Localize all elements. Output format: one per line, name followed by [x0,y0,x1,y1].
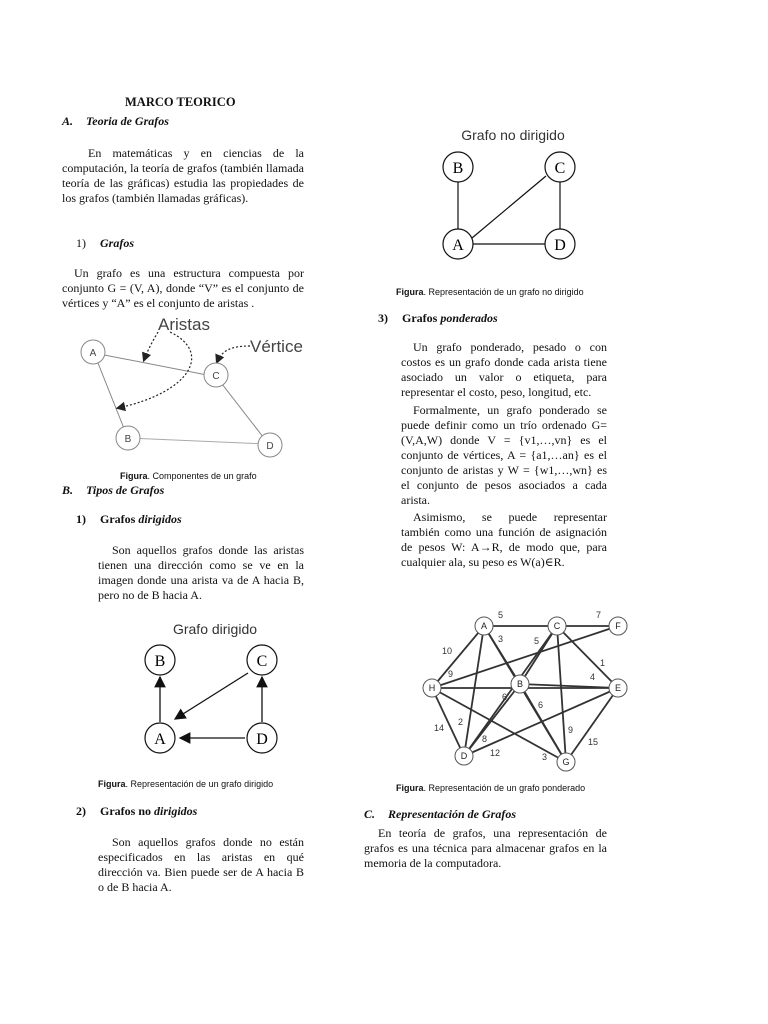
edge-a-c [94,353,207,375]
sub-dirigidos-title: Grafos [100,512,139,526]
node-c-label: C [256,653,268,670]
node-b-label: B [452,160,464,177]
node-d-label: D [266,441,274,452]
ponderados-paragraph-3: Asimismo, se puede representar también como una función de asignación de pesos W: A→R, de modo que, para cualquier ala, su peso es W(a)∈R. [401,510,607,569]
sub-no-dirigidos-heading [76,804,197,819]
aristas-label: Aristas [158,315,210,334]
node-a-label: A [154,731,166,748]
section-b-heading [62,483,164,498]
representacion-paragraph: En teoría de grafos, una representación de grafos es una técnica para almacenar grafos en la memoria de la computadora. [364,826,607,870]
edge-c-a [472,176,546,238]
intro-paragraph: En matemáticas y en ciencias de la computación, la teoría de grafos (también llamada teoría de las gráficas) estudia las propiedades de los grafos (también llamadas gráficas). [62,146,304,205]
weight-label: 6 [502,692,508,702]
weight-label: 3 [542,752,548,762]
node-a-label: A [480,621,488,631]
weight-label: 12 [490,748,501,758]
node-b-label: B [154,653,166,670]
figure-weighted-graph [412,602,642,777]
weight-label: 3 [498,634,504,644]
edge-a-b [94,353,127,436]
caption-figura: Figura [98,779,126,789]
node-a-label: A [89,348,97,359]
undirected-graph-title: Grafo no dirigido [461,127,565,143]
figure-1-caption [120,471,257,481]
node-c-label: C [553,621,561,631]
node-e-label: E [614,683,622,693]
caption-text: . Representación de un grafo dirigido [125,779,274,789]
weight-label: 8 [482,734,488,744]
no-dirigidos-paragraph: Son aquellos grafos donde no están especificados en las aristas en qué dirección va. Bien puede ser de A hacia B o de B hacia A. [98,835,304,894]
sub-no-dirigidos-title-italic: dirigidos [154,804,198,818]
sub-dirigidos-num: 1) [76,512,86,526]
weight-label: 5 [534,636,540,646]
node-b-label: B [516,679,524,689]
caption-text: . Representación de un grafo ponderado [423,783,586,793]
node-d-label: D [460,751,468,761]
figure-undirected-graph [428,122,598,267]
weight-label: 5 [498,610,504,620]
weight-label: 4 [590,672,596,682]
weight-label: 9 [568,725,574,735]
weight-label: 10 [442,646,453,656]
section-a-letter: A. [62,114,74,128]
edge-b-d [128,438,267,444]
node-f-label: F [615,621,621,631]
sub-ponderados-num: 3) [378,311,388,325]
caption-figura: Figura [120,471,148,481]
sub-no-dirigidos-title: Grafos no [100,804,154,818]
figure-2-caption [98,779,273,789]
section-c-heading [364,807,516,822]
sub-no-dirigidos-num: 2) [76,804,86,818]
grafos-paragraph: Un grafo es una estructura compuesta por conjunto G = (V, A), donde “V” es el conjunto de vértices y “A” es el conjunto de aristas . [62,266,304,310]
caption-figura: Figura [396,287,424,297]
caption-text: . Representación de un grafo no dirigido [423,287,584,297]
figure-3-caption [396,287,584,297]
figure-4-caption [396,783,585,793]
node-g-label: G [562,757,570,767]
node-c-label: C [212,371,220,382]
section-c-letter: C. [364,807,376,821]
vertice-pointer [217,346,250,362]
node-c-label: C [554,160,566,177]
section-a-heading [62,114,169,129]
node-a-label: A [452,237,464,254]
sub-grafos-title: Grafos [100,236,135,250]
edge-c-a-directed [175,673,248,719]
section-b-title: Tipos de Grafos [86,483,165,497]
weight-label: 6 [538,700,544,710]
sub-ponderados-title: Grafos [402,311,441,325]
weight-label: 9 [448,669,454,679]
section-c-title: Representación de Grafos [388,807,517,821]
edge-b-d [464,684,520,756]
sub-dirigidos-heading [76,512,182,527]
edge-c-d [464,626,557,756]
sub-dirigidos-title-italic: dirigidos [138,512,182,526]
vertice-label: Vértice [250,337,303,356]
sub-ponderados-heading [378,311,498,326]
node-h-label: H [428,683,436,693]
caption-figura: Figura [396,783,424,793]
ponderados-paragraph-1: Un grafo ponderado, pesado o con costos es un grafo donde cada arista tiene asociado un valor o etiqueta, para representar el costo, peso, longitud, etc. [401,340,607,399]
weight-label: 2 [458,717,464,727]
sub-grafos-num: 1) [76,236,86,250]
sub-ponderados-title-italic: ponderados [440,311,498,325]
figure-graph-components [62,312,332,472]
node-b-label: B [124,434,132,445]
sub-grafos-heading [76,236,134,251]
figure-directed-graph [130,615,300,755]
weight-label: 1 [600,658,606,668]
section-b-letter: B. [62,483,74,497]
dirigidos-paragraph: Son aquellos grafos donde las aristas tienen una dirección como se ve en la imagen donde una arista va de A hacia B, pero no de B hacia A. [98,543,304,602]
weight-label: 15 [588,737,599,747]
ponderados-paragraph-2: Formalmente, un grafo ponderado se puede definir como un trío ordenado G=(V,A,W) donde V = {v1,…,vn} es el conjunto de vértices, A = {a1,…an} es el conjunto de aristas y W = {w1,…,wn} es el conjunto de pesos asociados a cada arista. [401,403,607,507]
node-d-label: D [256,731,268,748]
aristas-pointer [144,332,158,360]
directed-graph-title: Grafo dirigido [172,621,258,637]
weight-label: 14 [434,723,445,733]
page-title: MARCO TEORICO [125,95,236,109]
weight-label: 7 [596,610,602,620]
node-d-label: D [554,237,566,254]
caption-text: . Componentes de un grafo [147,471,257,481]
section-a-title: Teoria de Grafos [86,114,169,128]
